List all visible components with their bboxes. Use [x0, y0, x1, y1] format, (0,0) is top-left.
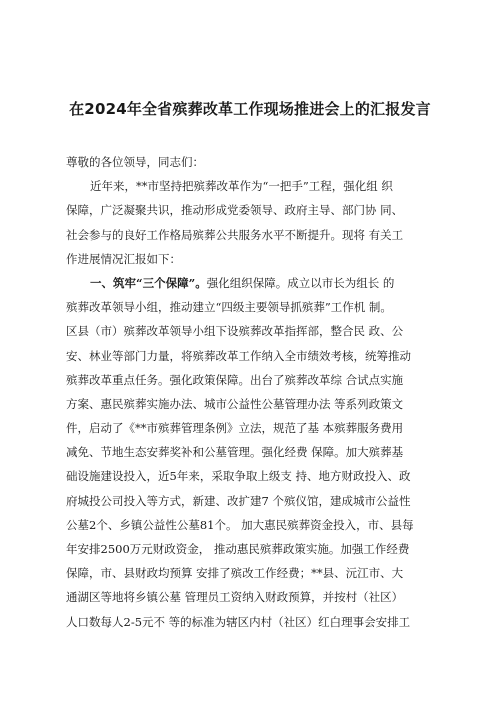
paragraph-line: 作进展情况汇报如下： — [66, 251, 181, 266]
greeting: 尊敬的各位领导，同志们： — [66, 155, 204, 169]
paragraph-line: 方案、惠民殡葬实施办法、城市公益性公墓管理办法 等系列政策文 — [66, 396, 404, 411]
paragraph-line: 府城投公司投入等方式，新建、改扩建7 个殡仪馆，建成城市公益性 — [66, 493, 411, 508]
paragraph-line: 础设施建设投入，近5年来，采取争取上级支 持、地方财政投入、政 — [66, 469, 411, 484]
paragraph-line: 近年来，**市坚持把殡葬改革作为“一把手”工程，强化组 织 — [90, 179, 393, 194]
paragraph-line: 区县（市）殡葬改革领导小组下设殡葬改革指挥部，整合民 政、公 — [66, 324, 404, 339]
paragraph-line: 减免、节地生态安葬奖补和公墓管理。强化经费 保障。加大殡葬基 — [66, 445, 404, 460]
paragraph-line: 保障，广泛凝聚共识，推动形成党委领导、政府主导、部门协 同、 — [66, 203, 404, 218]
paragraph-line: 安、林业等部门力量，将殡葬改革工作纳入全市绩效考核，统筹推动 — [66, 348, 411, 363]
paragraph-line: 公墓2个、乡镇公益性公墓81个。 加大惠民殡葬资金投入，市、县每 — [66, 517, 414, 532]
paragraph-line: 保障，市、县财政均预算 安排了殡改工作经费；**县、沅江市、大 — [66, 566, 404, 581]
document-title: 在2024年全省殡葬改革工作现场推进会上的汇报发言 — [69, 100, 431, 118]
paragraph-line: 件，启动了《**市殡葬管理条例》立法，规范了基 本殡葬服务费用 — [66, 421, 404, 436]
section-heading-rest: 强化组织保障。成立以市长为组长 的 — [206, 275, 395, 290]
section-heading-line — [66, 271, 438, 295]
paragraph-line: 人口数每人2-5元不 等的标准为辖区内村（社区）红白理事会安排工 — [66, 614, 411, 629]
paragraph-line: 通湖区等地将乡镇公墓 管理员工资纳入财政预算，并按村（社区） — [66, 590, 404, 605]
paragraph-line: 社会参与的良好工作格局殡葬公共服务水平不断提升。现将 有关工 — [66, 227, 404, 242]
paragraph-line: 殡葬改革领导小组，推动建立“四级主要领导抓殡葬”工作机 制。 — [66, 300, 392, 315]
paragraph-line: 年安排2500万元财政资金， 推动惠民殡葬政策实施。加强工作经费 — [66, 542, 410, 556]
paragraph-line: 殡葬改革重点任务。强化政策保障。出台了殡葬改革综 合试点实施 — [66, 372, 404, 387]
section-heading: 一、筑牢“三个保障”。 — [90, 275, 207, 290]
document-body — [66, 150, 438, 634]
